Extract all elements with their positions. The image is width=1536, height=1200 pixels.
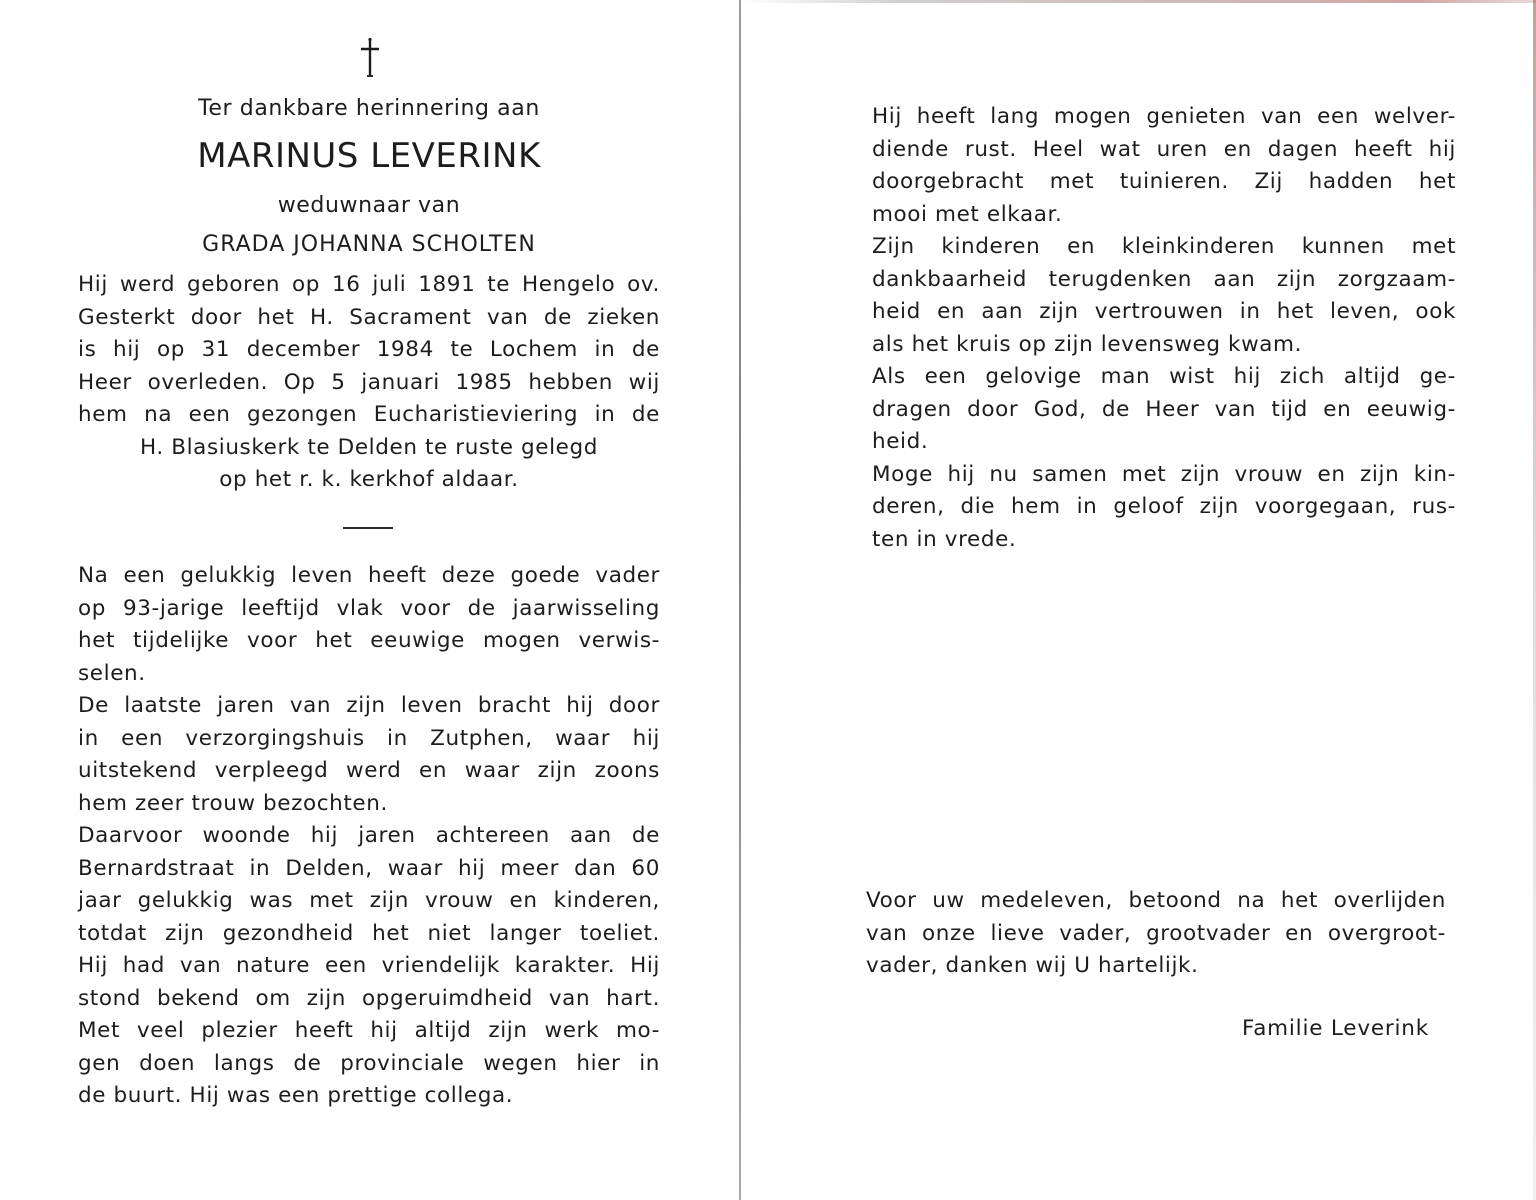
card-left-page [0,0,738,1200]
text-line: deren, die hem in geloof zijn voorgegaan, rus- [872,494,1456,519]
text-line: Heer overleden. Op 5 januari 1985 hebben wij [78,369,660,395]
text-line: Moge hij nu samen met zijn vrouw en zijn kin- [872,461,1456,487]
text-line: is hij op 31 december 1984 te Lochem in de [78,337,660,362]
text-line: op het r. k. kerkhof aldaar. [219,467,519,492]
text-line: dragen door God, de Heer van tijd en eeuwig- [872,396,1456,422]
text-line: totdat zijn gezondheid het niet langer toeliet. [78,920,660,946]
text-line: hem na een gezongen Eucharistieviering in de [78,402,660,427]
text-line: als het kruis op zijn levensweg kwam. [872,331,1303,357]
text-line: Na een gelukkig leven heeft deze goede vader [78,563,660,588]
dedication-heading: Ter dankbare herinnering aan [198,96,540,121]
widower-label: weduwnaar van [277,193,461,218]
text-line: Hij had van nature een vriendelijk karakter. Hij [78,953,660,978]
text-line: de buurt. Hij was een prettige collega. [78,1083,514,1108]
text-line: vader, danken wij U hartelijk. [866,953,1199,978]
text-line: in een verzorgingshuis in Zutphen, waar hij [78,725,660,751]
text-line: heid. [872,429,929,454]
text-line: Bernardstraat in Delden, waar hij meer dan 60 [78,855,660,881]
biography-paragraph [78,269,660,497]
text-line: Hij heeft lang mogen genieten van een welver- [872,104,1456,129]
text-line: Gesterkt door het H. Sacrament van de zieken [78,304,660,330]
text-line: Daarvoor woonde hij jaren achtereen aan de [78,823,660,848]
text-line: Zijn kinderen en kleinkinderen kunnen met [872,234,1456,259]
text-line: mooi met elkaar. [872,201,1063,227]
thanks-paragraph [866,885,1446,983]
text-line: diende rust. Heel wat uren en dagen heeft hij [872,136,1456,162]
text-line: van onze lieve vader, grootvader en overgroot- [866,920,1446,946]
text-line: selen. [78,660,146,686]
text-line: stond bekend om zijn opgeruimdheid van hart. [78,985,660,1011]
cross-icon [350,36,390,80]
text-line: uitstekend verpleegd werd en waar zijn zoons [78,758,660,783]
text-line: het tijdelijke voor het eeuwige mogen verwis- [78,628,660,653]
deceased-name: MARINUS LEVERINK [197,136,541,176]
section-divider [343,527,393,529]
text-line: jaar gelukkig was met zijn vrouw en kinderen, [78,888,660,913]
text-line: De laatste jaren van zijn leven bracht hij door [78,693,660,718]
family-signature: Familie Leverink [1242,1016,1429,1041]
card-right-page [742,0,1536,1200]
text-line: dankbaarheid terugdenken aan zijn zorgzaam- [872,266,1456,292]
text-line: hem zeer trouw bezochten. [78,790,388,816]
text-line: op 93-jarige leeftijd vlak voor de jaarwisseling [78,595,660,621]
card-fold-line [739,0,741,1200]
text-line: Hij werd geboren op 16 juli 1891 te Hengelo ov. [78,272,660,297]
life-story-paragraph [78,560,660,1113]
spouse-name: GRADA JOHANNA SCHOLTEN [202,232,536,257]
text-line: gen doen langs de provinciale wegen hier in [78,1050,660,1076]
text-line: doorgebracht met tuinieren. Zij hadden het [872,169,1456,194]
text-line: Voor uw medeleven, betoond na het overlijden [866,888,1446,913]
text-line: ten in vrede. [872,526,1017,552]
reflection-paragraph [872,101,1456,556]
text-line: heid en aan zijn vertrouwen in het leven, ook [872,299,1456,324]
text-line: Met veel plezier heeft hij altijd zijn werk mo- [78,1018,660,1043]
text-line: Als een gelovige man wist hij zich altijd ge- [872,364,1456,389]
text-line: H. Blasiuskerk te Delden te ruste gelegd [140,434,598,460]
